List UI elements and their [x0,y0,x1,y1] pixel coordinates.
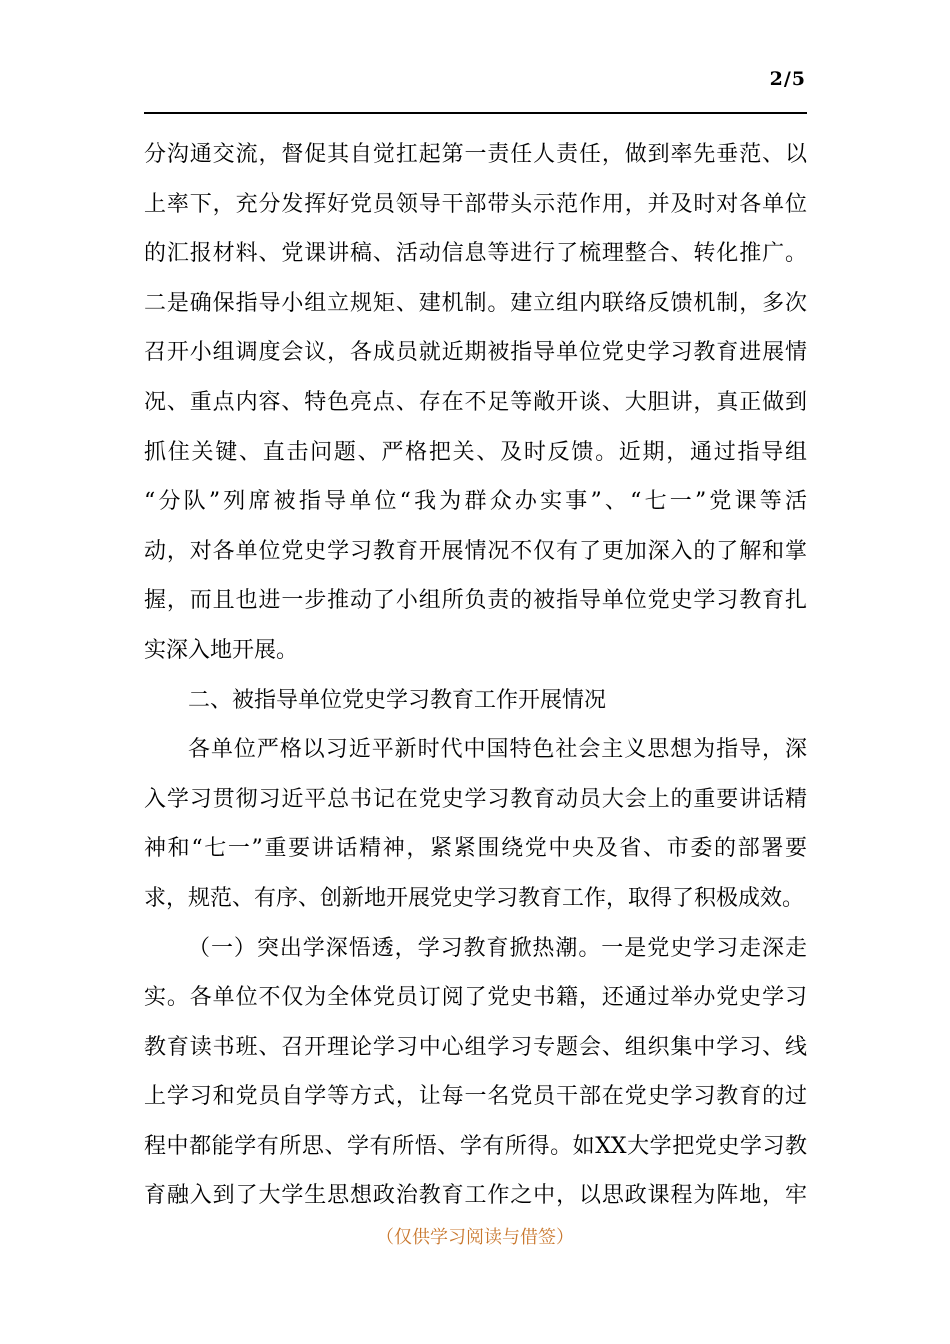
text-line: 上率下，充分发挥好党员领导干部带头示范作用，并及时对各单位 [144,191,807,217]
text-line: 握，而且也进一步推动了小组所负责的被指导单位党史学习教育扎 [144,588,807,614]
text-line: 入学习贯彻习近平总书记在党史学习教育动员大会上的重要讲话精 [144,786,807,812]
text-line: 二是确保指导小组立规矩、建机制。建立组内联络反馈机制，多次 [144,290,807,316]
text-line: 分沟通交流，督促其自觉扛起第一责任人责任，做到率先垂范、以 [144,142,807,167]
text-line: 程中都能学有所思、学有所悟、学有所得。如XX大学把党史学习教 [144,1133,807,1159]
text-line: 实。各单位不仅为全体党员订阅了党史书籍，还通过举办党史学习 [144,985,807,1011]
header-rule [144,112,807,114]
text-line: （一）突出学深悟透，学习教育掀热潮。一是党史学习走深走 [188,935,807,961]
text-line: 上学习和党员自学等方式，让每一名党员干部在党史学习教育的过 [144,1084,807,1110]
text-line: 各单位严格以习近平新时代中国特色社会主义思想为指导，深 [188,737,807,763]
text-line: 神和“七一”重要讲话精神，紧紧围绕党中央及省、市委的部署要 [144,836,807,862]
text-line: 求，规范、有序、创新地开展党史学习教育工作，取得了积极成效。 [144,885,805,911]
text-line: 动，对各单位党史学习教育开展情况不仅有了更加深入的了解和掌 [144,538,807,564]
text-line: 况、重点内容、特色亮点、存在不足等敞开谈、大胆讲，真正做到 [144,389,807,415]
text-line: 教育读书班、召开理论学习中心组学习专题会、组织集中学习、线 [144,1034,807,1060]
text-line: “分队”列席被指导单位“我为群众办实事”、“七一”党课等活 [144,489,807,515]
text-line: 召开小组调度会议，各成员就近期被指导单位党史学习教育进展情 [144,340,807,366]
text-line: 抓住关键、直击问题、严格把关、及时反馈。近期，通过指导组 [144,439,807,465]
text-line: 的汇报材料、党课讲稿、活动信息等进行了梳理整合、转化推广。 [144,241,807,267]
page-number: 2/5 [769,68,806,90]
section-heading: 二、被指导单位党史学习教育工作开展情况 [188,687,607,713]
text-line: 实深入地开展。 [144,637,299,663]
footer-note: （仅供学习阅读与借签） [376,1227,574,1248]
text-line: 育融入到了大学生思想政治教育工作之中，以思政课程为阵地，牢 [144,1183,807,1209]
body-text [144,130,807,1221]
